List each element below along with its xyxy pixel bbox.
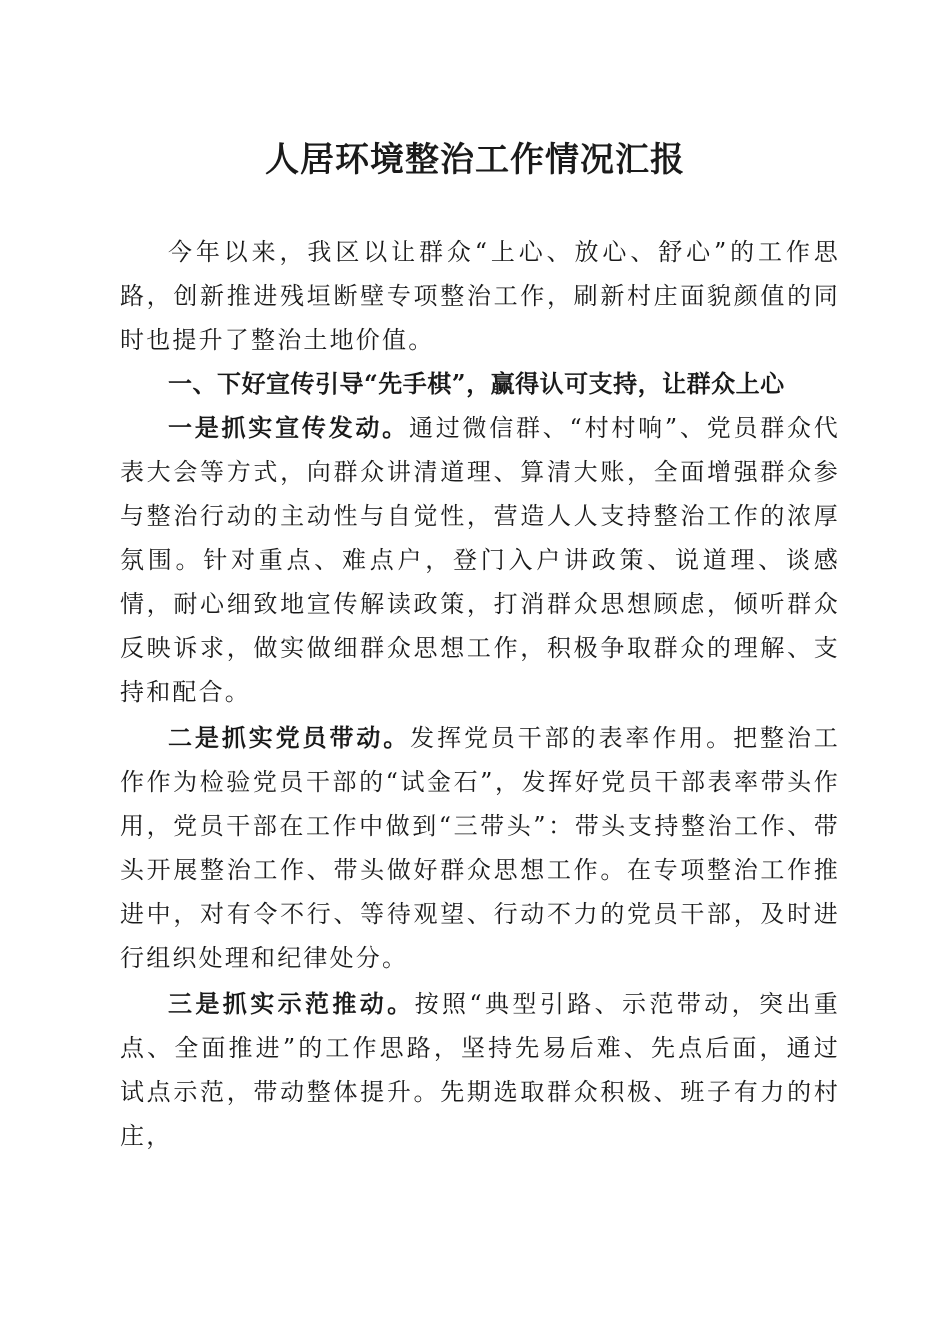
item-paragraph-3 [120, 982, 840, 1158]
item-lead-3: 三是抓实示范推动。 [168, 989, 415, 1018]
item-paragraph-2 [120, 716, 840, 980]
item-text-2: 发挥党员干部的表率作用。把整治工作作为检验党员干部的“试金石”，发挥好党员干部表率带头作用，党员干部在工作中做到“三带头”：带头支持整治工作、带头开展整治工作、带头做好群众思想工作。在专项整治工作推进中，对有令不行、等待观望、行动不力的党员干部，及时进行组织处理和纪律处分。 [120, 724, 840, 972]
document-body [120, 230, 840, 1158]
item-text-1: 通过微信群、“村村响”、党员群众代表大会等方式，向群众讲清道理、算清大账，全面增强群众参与整治行动的主动性与自觉性，营造人人支持整治工作的浓厚氛围。针对重点、难点户，登门入户讲政策、说道理、谈感情，耐心细致地宣传解读政策，打消群众思想顾虑，倾听群众反映诉求，做实做细群众思想工作，积极争取群众的理解、支持和配合。 [120, 414, 840, 706]
intro-paragraph: 今年以来，我区以让群众“上心、放心、舒心”的工作思路，创新推进残垣断壁专项整治工作，刷新村庄面貌颜值的同时也提升了整治土地价值。 [120, 238, 840, 354]
item-text-3: 按照“典型引路、示范带动，突出重点、全面推进”的工作思路，坚持先易后难、先点后面，通过试点示范，带动整体提升。先期选取群众积极、班子有力的村庄， [120, 990, 840, 1150]
item-lead-1: 一是抓实宣传发动。 [168, 413, 409, 442]
item-paragraph-1 [120, 406, 840, 714]
item-lead-2: 二是抓实党员带动。 [168, 723, 411, 752]
document-title: 人居环境整治工作情况汇报 [265, 140, 685, 180]
section-heading: 一、下好宣传引导“先手棋”，赢得认可支持，让群众上心 [168, 369, 785, 398]
